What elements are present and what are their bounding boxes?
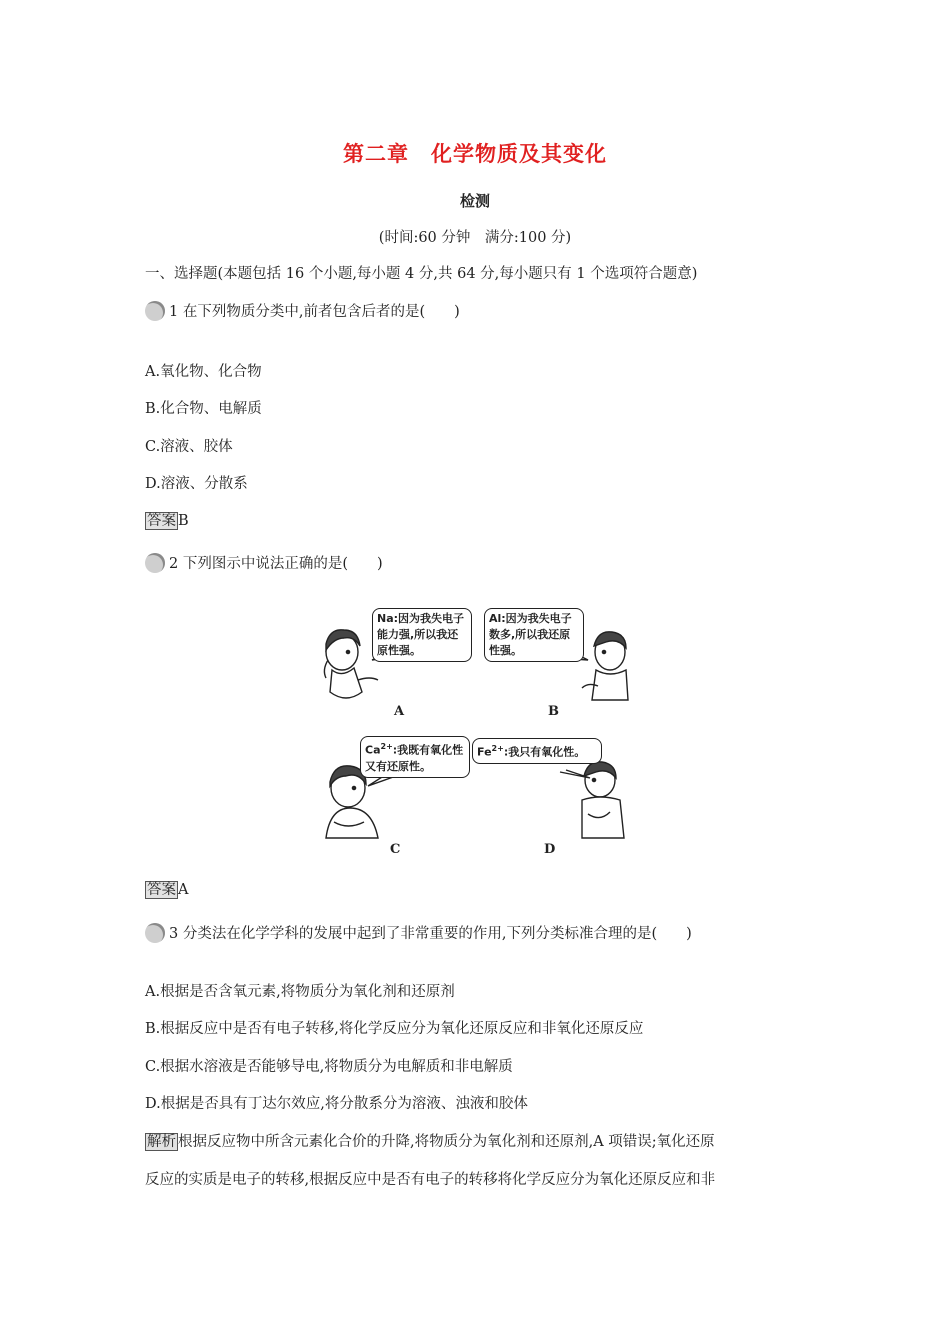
analysis-line-1	[145, 1130, 715, 1151]
character-a-illustration	[324, 630, 378, 698]
bubble-text: :我既有氧化性又有还原性。	[365, 743, 464, 773]
bubble-text: :我只有氧化性。	[503, 745, 586, 759]
section-heading: 一、选择题(本题包括 16 个小题,每小题 4 分,共 64 分,每小题只有 1 个选项符合题意)	[145, 266, 698, 282]
section-title: 检测	[459, 192, 490, 210]
speech-bubble-b: Al:因为我失电子数多,所以我还原性强。	[484, 608, 584, 662]
ion-charge: 2+	[491, 744, 504, 753]
answer-row	[145, 878, 188, 899]
cartoon-figure	[320, 600, 640, 860]
character-d-illustration	[582, 762, 624, 838]
question-bullet-icon	[145, 301, 165, 321]
option-d: D.溶液、分散系	[145, 476, 248, 492]
analysis-tag: 解析	[147, 1134, 176, 1150]
answer-row	[145, 509, 189, 530]
ion-symbol: Ca	[365, 743, 381, 757]
option-c: C.溶液、胶体	[145, 439, 233, 455]
question-stem: 2 下列图示中说法正确的是( )	[169, 556, 383, 572]
option-b: B.化合物、电解质	[145, 401, 262, 417]
answer-tag: 答案	[147, 513, 176, 529]
option-a: A.氧化物、化合物	[145, 364, 262, 380]
figure-drawing	[320, 600, 640, 860]
figure-label-a: A	[394, 704, 405, 719]
character-b-illustration	[582, 632, 628, 700]
option-b: B.根据反应中是否有电子转移,将化学反应分为氧化还原反应和非氧化还原反应	[145, 1021, 644, 1037]
answer-tag: 答案	[147, 882, 176, 898]
question-bullet-icon	[145, 923, 165, 943]
question-bullet-icon	[145, 553, 165, 573]
analysis-text: 根据反应物中所含元素化合价的升降,将物质分为氧化剂和还原剂,A 项错误;氧化还原	[178, 1134, 715, 1150]
ion-symbol: Fe	[477, 745, 492, 759]
question-3	[145, 922, 692, 943]
question-2	[145, 552, 383, 573]
figure-label-c: C	[390, 842, 401, 857]
time-info: (时间:60 分钟 满分:100 分)	[378, 230, 572, 246]
question-1	[145, 300, 460, 321]
figure-label-d: D	[544, 842, 556, 857]
answer-value: A	[178, 882, 189, 898]
speech-bubble-d	[472, 738, 602, 764]
speech-bubble-c	[360, 736, 470, 778]
option-d: D.根据是否具有丁达尔效应,将分散系分为溶液、浊液和胶体	[145, 1096, 528, 1112]
ion-charge: 2+	[380, 742, 393, 751]
chapter-title: 第二章 化学物质及其变化	[343, 142, 607, 166]
answer-value: B	[178, 513, 189, 529]
analysis-line-2: 反应的实质是电子的转移,根据反应中是否有电子的转移将化学反应分为氧化还原反应和非	[145, 1172, 716, 1188]
question-stem: 3 分类法在化学学科的发展中起到了非常重要的作用,下列分类标准合理的是( )	[169, 926, 692, 942]
question-stem: 1 在下列物质分类中,前者包含后者的是( )	[169, 304, 460, 320]
speech-bubble-a: Na:因为我失电子能力强,所以我还原性强。	[372, 608, 472, 662]
figure-label-b: B	[548, 704, 559, 719]
option-c: C.根据水溶液是否能够导电,将物质分为电解质和非电解质	[145, 1059, 513, 1075]
option-a: A.根据是否含氧元素,将物质分为氧化剂和还原剂	[145, 984, 455, 1000]
